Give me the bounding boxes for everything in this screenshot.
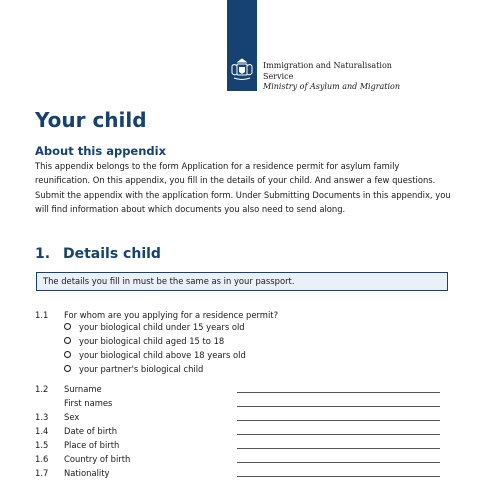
organisation-name <box>263 61 400 93</box>
field-label: Nationality <box>64 468 110 478</box>
radio-icon[interactable] <box>64 351 71 358</box>
field-label: First names <box>64 398 113 408</box>
radio-option-above-18[interactable] <box>64 349 246 361</box>
radio-option-label: your biological child above 18 years old <box>79 350 246 360</box>
field-number: 1.5 <box>35 440 49 450</box>
field-number: 1.6 <box>35 454 49 464</box>
nationality-input-line[interactable] <box>237 476 440 477</box>
sex-input-line[interactable] <box>237 420 440 421</box>
surname-input-line[interactable] <box>237 392 440 393</box>
section-number: 1. <box>35 246 51 262</box>
radio-option-partners-child[interactable] <box>64 363 203 375</box>
radio-option-label: your biological child aged 15 to 18 <box>79 336 225 346</box>
field-number: 1.2 <box>35 384 49 394</box>
org-name-line-2: Service <box>263 71 294 81</box>
radio-option-15-to-18[interactable] <box>64 335 224 347</box>
question-number: 1.1 <box>35 310 49 320</box>
field-number: 1.4 <box>35 426 49 436</box>
passport-notice: The details you fill in must be the same as in your passport. <box>36 272 448 291</box>
country-of-birth-input-line[interactable] <box>237 462 440 463</box>
section-title: Details child <box>63 246 161 262</box>
field-label: Surname <box>64 384 102 394</box>
page-title: Your child <box>35 108 147 132</box>
radio-icon[interactable] <box>64 337 71 344</box>
question-text: For whom are you applying for a residence permit? <box>64 310 279 320</box>
about-appendix-text: This appendix belongs to the form Application for a residence permit for asylum family reunification. On this appendix, you fill in the details of your child. And answer a few questions. Submit the appendix with the application form. Under Submitting Documents in this appendix, you will find information about which documents you also need to send along. <box>35 161 451 215</box>
field-number: 1.3 <box>35 412 49 422</box>
section-heading <box>35 244 161 264</box>
field-label: Place of birth <box>64 440 120 450</box>
radio-icon[interactable] <box>64 365 71 372</box>
ministry-name: Ministry of Asylum and Migration <box>263 82 401 91</box>
government-logo-bar <box>227 0 257 91</box>
org-name-line-1: Immigration and Naturalisation <box>263 61 392 70</box>
date-of-birth-input-line[interactable] <box>237 434 440 435</box>
coat-of-arms-icon <box>229 56 255 82</box>
field-label: Sex <box>64 412 80 422</box>
place-of-birth-input-line[interactable] <box>237 448 440 449</box>
radio-icon[interactable] <box>64 323 71 330</box>
radio-option-label: your partner's biological child <box>79 364 204 374</box>
about-appendix-heading: About this appendix <box>35 144 166 158</box>
first-names-input-line[interactable] <box>237 406 440 407</box>
field-label: Date of birth <box>64 426 118 436</box>
radio-option-label: your biological child under 15 years old <box>79 322 245 332</box>
radio-option-under-15[interactable] <box>64 321 245 333</box>
field-number: 1.7 <box>35 468 49 478</box>
field-label: Country of birth <box>64 454 131 464</box>
